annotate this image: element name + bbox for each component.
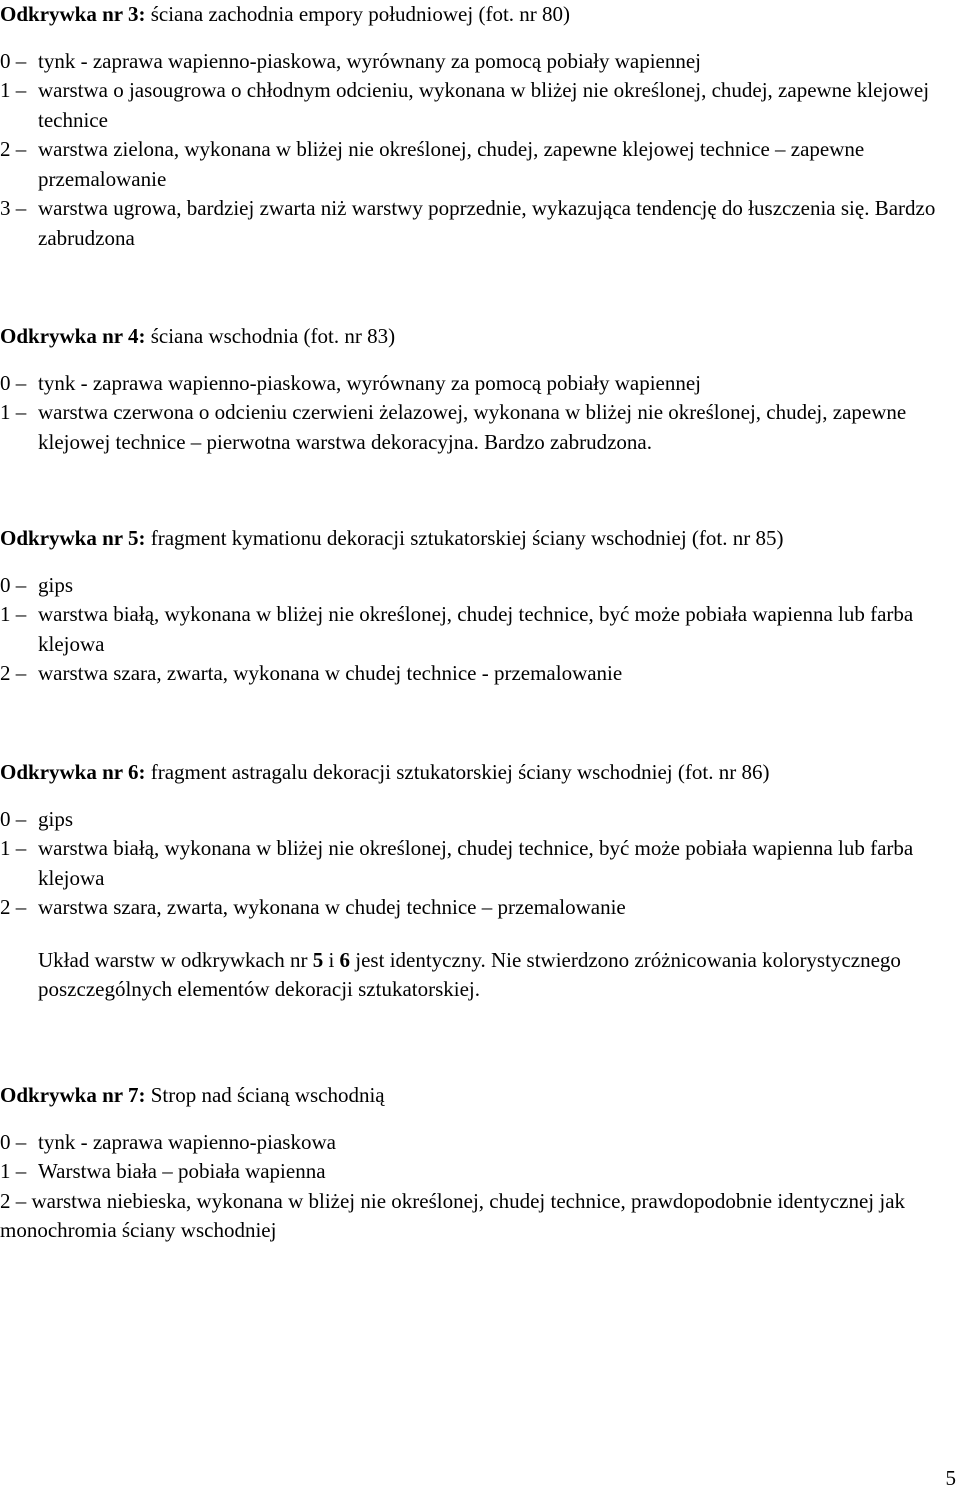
layer-item [0,834,960,893]
layer-text: warstwa białą, wykonana w bliżej nie określonej, chudej technice, być może pobiała wapienna lub farba klejowa [38,836,914,890]
layer-text: warstwa czerwona o odcieniu czerwieni żelazowej, wykonana w bliżej nie określonej, chudej, zapewne klejowej technice – pierwotna warstwa dekoracyjna. Bardzo zabrudzona. [38,400,907,454]
page-number: 5 [945,1466,956,1490]
layer-item [0,805,960,835]
layer-item [0,600,960,659]
layer-item [0,1187,960,1246]
layer-number: 0 – [0,48,27,73]
section-heading [0,1081,960,1111]
heading-title: ściana wschodnia (fot. nr 83) [145,324,396,348]
note-text: Układ warstw w odkrywkach nr [38,947,313,972]
layer-text: warstwa szara, zwarta, wykonana w chudej technice - przemalowanie [38,661,623,685]
section-odkrywka-6 [0,758,960,1005]
layer-item [0,571,960,601]
note-number: 6 [339,947,351,972]
section-odkrywka-5 [0,524,960,689]
heading-title: ściana zachodnia empory południowej (fot. nr 80) [145,2,571,26]
layer-number: 0 – [0,572,27,597]
heading-label: Odkrywka nr 7: [0,1083,146,1107]
note-number: 5 [312,947,324,972]
heading-label: Odkrywka nr 6: [0,760,146,784]
layer-number: 0 – [0,806,27,831]
heading-label: Odkrywka nr 3: [0,2,146,26]
layer-item [0,659,960,689]
layer-item [0,1128,960,1158]
layer-text: Warstwa biała – pobiała wapienna [38,1159,326,1183]
layer-text: warstwa białą, wykonana w bliżej nie określonej, chudej technice, być może pobiała wapienna lub farba klejowa [38,602,914,656]
layer-number: 2 – [0,661,27,685]
layer-text: warstwa ugrowa, bardziej zwarta niż warstwy poprzednie, wykazująca tendencję do łuszczenia się. Bardzo zabrudzona [38,196,936,250]
layer-number: 1 – [0,400,27,424]
layer-item [0,369,960,399]
layer-number: 1 – [0,602,27,626]
layer-text: warstwa zielona, wykonana w bliżej nie określonej, chudej, zapewne klejowej technice – zapewne przemalowanie [38,137,865,191]
note-text: i [323,947,340,972]
layer-text: gips [38,806,74,831]
layer-item [0,893,960,923]
section-odkrywka-7 [0,1081,960,1246]
layer-number: 2 – [0,895,27,919]
heading-title: Strop nad ścianą wschodnią [145,1083,385,1107]
section-heading [0,0,960,30]
layer-number: 2 – [0,1188,27,1213]
layer-number: 3 – [0,196,27,220]
section-heading [0,758,960,788]
section-odkrywka-4 [0,322,960,457]
layer-text: tynk - zaprawa wapienno-piaskowa [38,1129,336,1154]
layer-item [0,194,960,253]
heading-title: fragment astragalu dekoracji sztukatorskiej ściany wschodniej (fot. nr 86) [145,760,770,784]
heading-label: Odkrywka nr 4: [0,324,146,348]
layer-item [0,135,960,194]
layer-text: warstwa o jasougrowa o chłodnym odcieniu, wykonana w bliżej nie określonej, chudej, zapewne klejowej technice [38,78,930,132]
summary-note [38,946,960,1005]
layer-item [0,76,960,135]
layer-item [0,1157,960,1187]
section-odkrywka-3 [0,0,960,253]
heading-title: fragment kymationu dekoracji sztukatorskiej ściany wschodniej (fot. nr 85) [145,526,784,550]
layer-text: warstwa niebieska, wykonana w bliżej nie określonej, chudej technice, prawdopodobnie identycznej jak monochromia ściany wschodniej [0,1188,906,1242]
note-text: jest identyczny. Nie stwierdzono zróżnicowania kolorystycznego poszczególnych elementów dekoracji sztukatorskiej. [38,947,901,1001]
section-heading [0,524,960,554]
layer-text: gips [38,572,74,597]
section-heading [0,322,960,352]
layer-text: tynk - zaprawa wapienno-piaskowa, wyrównany za pomocą pobiały wapiennej [38,370,702,395]
layer-text: warstwa szara, zwarta, wykonana w chudej technice – przemalowanie [38,895,626,919]
layer-item [0,47,960,77]
layer-text: tynk - zaprawa wapienno-piaskowa, wyrównany za pomocą pobiały wapiennej [38,48,702,73]
layer-number: 1 – [0,1159,27,1183]
layer-number: 2 – [0,137,27,161]
layer-number: 0 – [0,370,27,395]
layer-number: 1 – [0,836,27,860]
heading-label: Odkrywka nr 5: [0,526,146,550]
layer-number: 1 – [0,78,27,102]
layer-item [0,398,960,457]
layer-number: 0 – [0,1129,27,1154]
